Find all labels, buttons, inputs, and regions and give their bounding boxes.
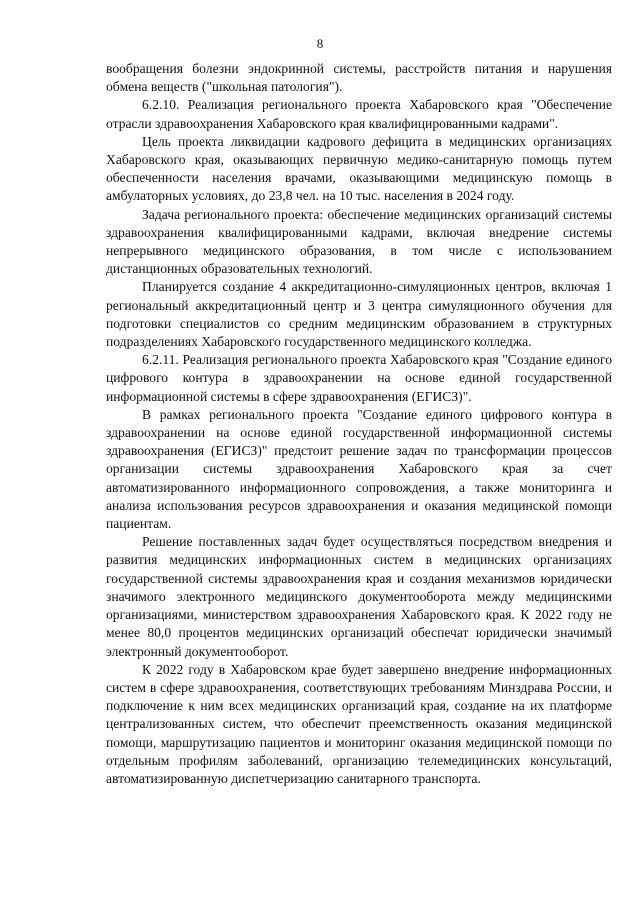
paragraph-task-solution: Решение поставленных задач будет осуществляться посредством внедрения и развития медицинских информационных систем в медицинских организациях государственной системы здравоохранения края и создания механизмов юридически значимого электронного медицинского документооборота между медицинскими организациями, министерством здравоохранения Хабаровского края. К 2022 году не менее 80,0 процентов медицинских организаций обеспечат юридически значимый электронный документооборот. xyxy=(106,534,612,659)
paragraph-continuation: вообращения болезни эндокринной системы, расстройств питания и нарушения обмена веществ ("школьная патология"). xyxy=(106,61,612,95)
paragraph-digital-contour: В рамках регионального проекта "Создание единого цифрового контура в здравоохранении на основе единой государственной информационной системы здравоохранения (ЕГИСЗ)" предстоит решение задач по трансформации процессов организации системы здравоохранения Хабаровского края за счет автоматизированного информационного сопровождения, а также мониторинга и анализа использования ресурсов здравоохранения и оказания медицинской помощи пациентам. xyxy=(106,406,612,532)
paragraph-project-task: Задача регионального проекта: обеспечение медицинских организаций системы здравоохранения квалифицированными кадрами, включая внедрение системы непрерывного медицинского образования, в том числе с использованием дистанционных образовательных технологий. xyxy=(106,206,612,277)
paragraph-simulation-centers: Планируется создание 4 аккредитационно-симуляционных центров, включая 1 региональный аккредитационный центр и 3 центра симуляционного обучения для подготовки специалистов со средним медицинским образованием в структурных подразделениях Хабаровского государственного медицинского колледжа. xyxy=(106,279,612,350)
paragraph-2022-outcome: К 2022 году в Хабаровском крае будет завершено внедрение информационных систем в сфере здравоохранения, соответствующих требованиям Минздрава России, и подключение к ним всех медицинских организаций края, создание на их платформе централизованных систем, что обеспечит преемственность оказания медицинской помощи, маршрутизацию пациентов и мониторинг оказания медицинской помощи по отдельным профилям заболеваний, организацию телемедицинских консультаций, автоматизированную диспетчеризацию санитарного транспорта. xyxy=(106,661,612,786)
page-number: 8 xyxy=(316,36,324,51)
document-body xyxy=(106,60,612,788)
paragraph-project-goal: Цель проекта ликвидации кадрового дефицита в медицинских организациях Хабаровского края, оказывающих первичную медико-санитарную помощь путем обеспеченности населения врачами, оказывающими медицинскую помощь в амбулаторных условиях, до 23,8 чел. на 10 тыс. населения в 2024 году. xyxy=(106,133,612,204)
section-heading-6-2-11: 6.2.11. Реализация регионального проекта Хабаровского края "Создание единого цифрового контура в здравоохранении на основе единой государственной информационной системы в сфере здравоохранения (ЕГИСЗ)". xyxy=(106,352,612,404)
section-heading-6-2-10: 6.2.10. Реализация регионального проекта Хабаровского края "Обеспечение отрасли здравоохранения Хабаровского края квалифицированными кадрами". xyxy=(106,97,612,131)
